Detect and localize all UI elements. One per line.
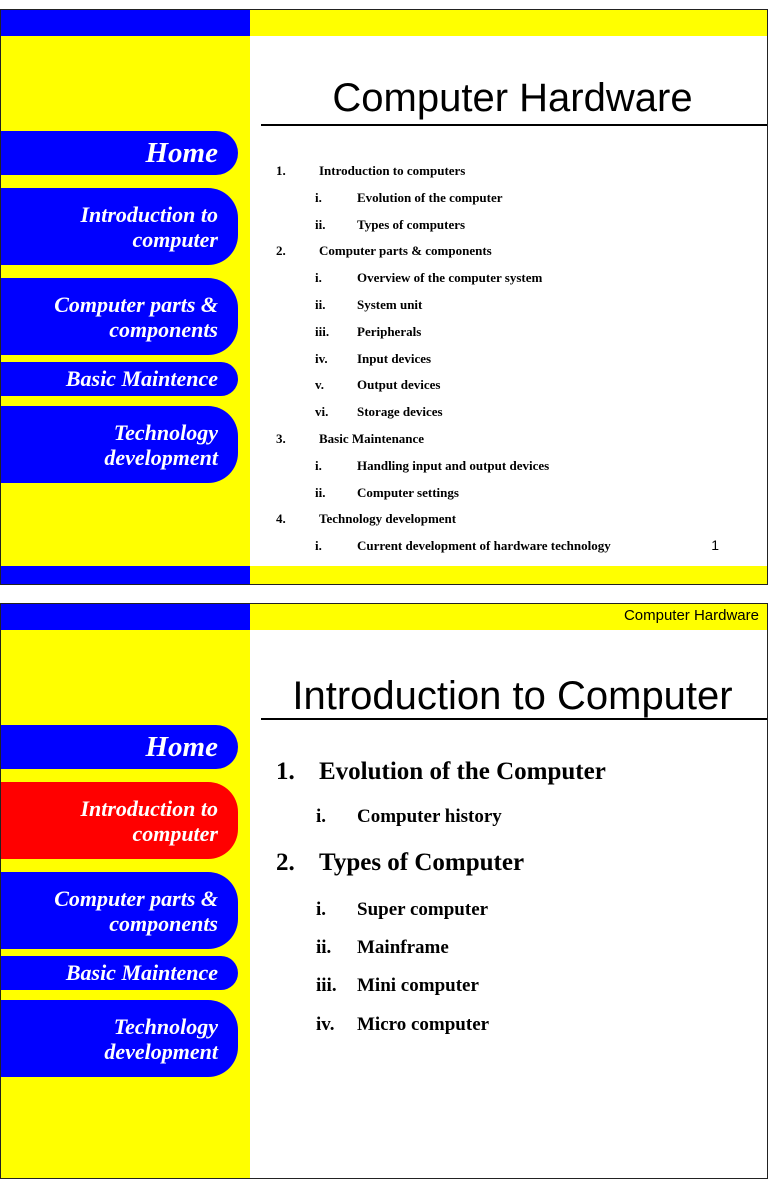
content-number: 2. [276,849,295,876]
toc-text: Technology development [319,511,457,527]
slide-1 [0,9,768,585]
nav-technology-button[interactable] [1,406,238,483]
toc-number: 2. [276,243,286,259]
top-bar-yellow [250,10,767,36]
toc-text: Current development of hardware technology [357,538,611,554]
toc-number: i. [315,538,322,554]
nav-technology-label-1: Technology [113,1013,218,1039]
nav-technology-label-1: Technology [113,419,218,445]
content-text: Super computer [357,899,489,920]
content-number: 1. [276,758,295,785]
toc-text: Overview of the computer system [357,270,543,286]
nav-introduction-button[interactable] [1,782,238,859]
nav-maintenance-button[interactable] [1,956,238,990]
toc-text: Basic Maintenance [319,431,425,446]
title-underline [261,718,767,720]
nav-home-button[interactable] [1,131,238,175]
toc-text: Evolution of the computer [357,189,503,205]
nav-home-label: Home [145,730,218,763]
slide-2-title: Introduction to Computer [292,674,733,718]
page-number: 1 [711,537,719,553]
content-text: Types of Computer [319,849,525,876]
nav-home-button[interactable] [1,725,238,769]
nav-introduction-label-1: Introduction to [80,795,218,821]
toc-text: Computer parts & components [319,243,492,259]
nav-parts-label-2: components [109,910,218,936]
toc-text: Storage devices [357,404,443,420]
content-number: i. [316,899,327,920]
nav-maintenance-button[interactable] [1,362,238,396]
toc-text: Output devices [357,377,441,393]
nav-parts-button[interactable] [1,872,238,949]
nav-technology-label-2: development [104,444,218,470]
content-text: Micro computer [357,1014,490,1035]
toc-number: v. [315,377,325,393]
toc-number: 1. [276,163,286,178]
top-bar-blue [1,604,250,630]
toc-number: i. [315,270,322,286]
slide-2 [0,603,768,1179]
nav-parts-label-1: Computer parts & [54,291,218,317]
content-text: Evolution of the Computer [319,758,606,785]
content-text: Mini computer [357,975,479,996]
toc-number: ii. [315,297,326,312]
toc-number: vi. [315,404,329,420]
bottom-bar-blue [1,566,250,584]
top-bar-yellow [250,604,767,630]
nav-introduction-button[interactable] [1,188,238,265]
toc-number: 4. [276,511,286,527]
toc-number: i. [315,457,322,473]
nav-introduction-label-1: Introduction to [80,201,218,227]
nav-parts-button[interactable] [1,278,238,355]
content-text: Mainframe [357,937,449,958]
toc-text: Input devices [357,350,432,366]
nav-introduction-label-2: computer [132,820,218,846]
nav-home-label: Home [145,136,218,169]
toc-text: System unit [357,297,423,312]
toc-number: i. [315,189,322,205]
nav-introduction-label-2: computer [132,226,218,252]
toc-text: Introduction to computers [319,163,466,178]
content-text: Computer history [357,806,502,827]
title-underline [261,124,767,126]
content-number: iii. [316,975,337,996]
toc-text: Computer settings [357,484,459,500]
content-number: i. [316,806,327,827]
slide-1-title: Computer Hardware [332,76,693,120]
toc-number: iv. [315,350,328,366]
nav-parts-label-2: components [109,316,218,342]
toc-number: ii. [315,484,326,500]
nav-technology-button[interactable] [1,1000,238,1077]
nav-technology-label-2: development [104,1038,218,1064]
nav-maintenance-label: Basic Maintence [65,960,218,985]
top-bar-blue [1,10,250,36]
bottom-bar-yellow [250,566,767,584]
header-title: Computer Hardware [623,607,759,624]
toc-number: ii. [315,216,326,232]
nav-parts-label-1: Computer parts & [54,885,218,911]
toc-text: Types of computers [357,216,466,232]
toc-number: iii. [315,323,330,339]
toc-text: Handling input and output devices [357,457,550,473]
content-number: iv. [316,1014,335,1035]
content-number: ii. [316,937,332,958]
toc-text: Peripherals [357,323,422,339]
nav-maintenance-label: Basic Maintence [65,366,218,391]
toc-number: 3. [276,431,286,446]
